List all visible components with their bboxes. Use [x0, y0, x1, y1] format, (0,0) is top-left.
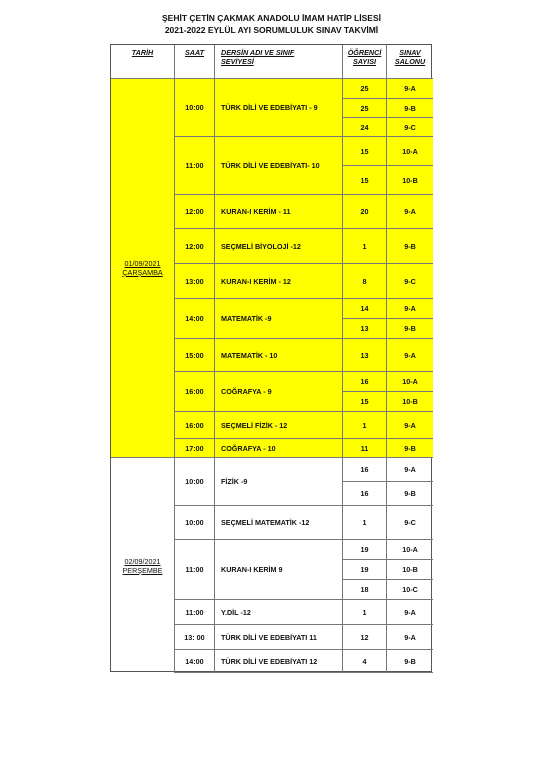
exam-time: 11:00 — [175, 600, 215, 625]
exam-room: 9-A — [387, 412, 433, 439]
header-date: TARİH — [111, 45, 175, 79]
exam-room: 10-A — [387, 372, 433, 392]
document-subtitle: 2021-2022 EYLÜL AYI SORUMLULUK SINAV TAKVİMİ — [164, 25, 379, 35]
exam-time: 14:00 — [175, 650, 215, 673]
exam-course: MATEMATİK - 10 — [215, 339, 343, 372]
exam-room: 9-C — [387, 264, 433, 299]
exam-room: 10-B — [387, 166, 433, 195]
exam-room: 10-B — [387, 560, 433, 580]
exam-room: 10-A — [387, 540, 433, 560]
student-count: 16 — [343, 482, 387, 506]
exam-room: 10-A — [387, 137, 433, 166]
exam-time: 16:00 — [175, 412, 215, 439]
exam-course: TÜRK DİLİ VE EDEBİYATI 11 — [215, 625, 343, 650]
student-count: 13 — [343, 319, 387, 339]
exam-course: MATEMATİK -9 — [215, 299, 343, 339]
header-student-count: ÖĞRENCİ SAYISI — [343, 45, 387, 79]
exam-course: Y.DİL -12 — [215, 600, 343, 625]
exam-time: 13: 00 — [175, 625, 215, 650]
student-count: 11 — [343, 439, 387, 458]
exam-room: 9-B — [387, 650, 433, 673]
student-count: 8 — [343, 264, 387, 299]
exam-time: 10:00 — [175, 79, 215, 137]
exam-room: 9-B — [387, 439, 433, 458]
exam-room: 10-C — [387, 580, 433, 600]
exam-course: COĞRAFYA - 9 — [215, 372, 343, 412]
exam-course: TÜRK DİLİ VE EDEBİYATI- 10 — [215, 137, 343, 195]
student-count: 15 — [343, 137, 387, 166]
exam-time: 12:00 — [175, 229, 215, 264]
student-count: 25 — [343, 79, 387, 99]
exam-time: 11:00 — [175, 137, 215, 195]
exam-course: TÜRK DİLİ VE EDEBİYATI - 9 — [215, 79, 343, 137]
exam-course: FİZİK -9 — [215, 458, 343, 506]
exam-time: 11:00 — [175, 540, 215, 600]
exam-room: 9-A — [387, 299, 433, 319]
exam-time: 10:00 — [175, 506, 215, 540]
student-count: 18 — [343, 580, 387, 600]
exam-room: 9-B — [387, 99, 433, 118]
student-count: 14 — [343, 299, 387, 319]
student-count: 1 — [343, 600, 387, 625]
exam-course: TÜRK DİLİ VE EDEBİYATI 12 — [215, 650, 343, 673]
student-count: 19 — [343, 540, 387, 560]
student-count: 16 — [343, 458, 387, 482]
exam-course: COĞRAFYA - 10 — [215, 439, 343, 458]
student-count: 12 — [343, 625, 387, 650]
student-count: 15 — [343, 392, 387, 412]
student-count: 1 — [343, 412, 387, 439]
exam-time: 17:00 — [175, 439, 215, 458]
exam-room: 9-A — [387, 339, 433, 372]
day-2-date: 02/09/2021 PERŞEMBE — [111, 458, 175, 673]
exam-course: KURAN-I KERİM 9 — [215, 540, 343, 600]
student-count: 15 — [343, 166, 387, 195]
exam-course: SEÇMELİ FİZİK - 12 — [215, 412, 343, 439]
student-count: 24 — [343, 118, 387, 137]
exam-room: 9-B — [387, 319, 433, 339]
student-count: 25 — [343, 99, 387, 118]
header-course: DERSİN ADI VE SINIF SEVİYESİ — [215, 45, 343, 79]
student-count: 1 — [343, 506, 387, 540]
exam-schedule-table — [110, 44, 432, 672]
header-time: SAAT — [175, 45, 215, 79]
exam-room: 9-C — [387, 118, 433, 137]
exam-time: 13:00 — [175, 264, 215, 299]
student-count: 4 — [343, 650, 387, 673]
exam-room: 9-A — [387, 79, 433, 99]
exam-room: 9-B — [387, 229, 433, 264]
header-exam-room: SINAV SALONU — [387, 45, 433, 79]
exam-room: 10-B — [387, 392, 433, 412]
exam-room: 9-A — [387, 195, 433, 229]
student-count: 1 — [343, 229, 387, 264]
exam-room: 9-A — [387, 625, 433, 650]
exam-course: KURAN-I KERİM - 12 — [215, 264, 343, 299]
student-count: 19 — [343, 560, 387, 580]
exam-time: 16:00 — [175, 372, 215, 412]
student-count: 13 — [343, 339, 387, 372]
day-1-date: 01/09/2021 ÇARŞAMBA — [111, 79, 175, 458]
document-title: ŞEHİT ÇETİN ÇAKMAK ANADOLU İMAM HATİP LİSESİ — [162, 13, 381, 23]
exam-room: 9-C — [387, 506, 433, 540]
exam-course: KURAN-I KERİM - 11 — [215, 195, 343, 229]
exam-course: SEÇMELİ BİYOLOJİ -12 — [215, 229, 343, 264]
exam-room: 9-A — [387, 458, 433, 482]
exam-time: 14:00 — [175, 299, 215, 339]
exam-time: 15:00 — [175, 339, 215, 372]
student-count: 16 — [343, 372, 387, 392]
exam-course: SEÇMELİ MATEMATİK -12 — [215, 506, 343, 540]
exam-room: 9-B — [387, 482, 433, 506]
student-count: 20 — [343, 195, 387, 229]
exam-time: 10:00 — [175, 458, 215, 506]
exam-time: 12:00 — [175, 195, 215, 229]
exam-room: 9-A — [387, 600, 433, 625]
